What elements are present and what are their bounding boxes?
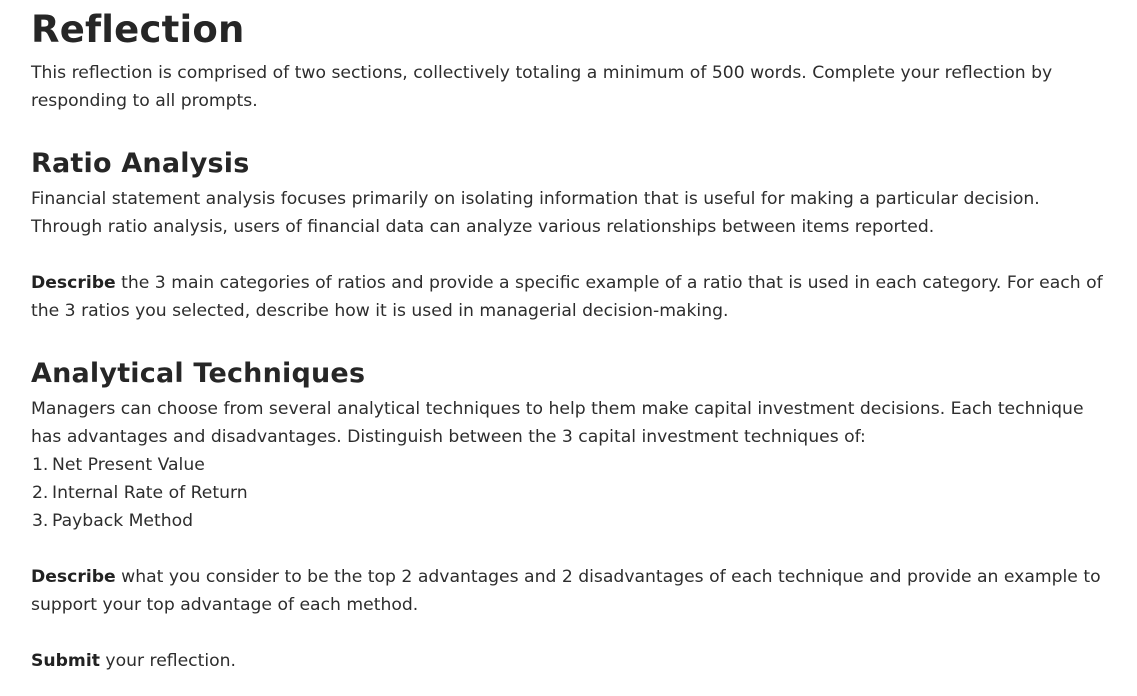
list-item-text: Net Present Value [52, 455, 205, 475]
list-item-number: 2. [32, 483, 49, 503]
list-item-number: 1. [32, 455, 49, 475]
section-heading-analytical-techniques: Analytical Techniques [31, 358, 366, 389]
ratio-analysis-prompt [31, 269, 1106, 325]
submit-text: your reflection. [99, 651, 237, 671]
submit-bold: Submit [31, 651, 100, 671]
ratio-analysis-paragraph: Financial statement analysis focuses primarily on isolating information that is useful for making a particular decision. Through ratio analysis, users of financial data can analyze various relationships between items reported. [31, 189, 1040, 237]
prompt-text: what you consider to be the top 2 advantages and 2 disadvantages of each technique and provide an example to support your top advantage of each method. [31, 567, 1101, 615]
list-item [0, 507, 1106, 535]
page-title: Reflection [31, 8, 245, 51]
prompt-bold-describe: Describe [31, 273, 116, 293]
list-item-number: 3. [32, 511, 49, 531]
prompt-bold-describe: Describe [31, 567, 116, 587]
submit-instruction [31, 647, 1106, 675]
analytical-techniques-prompt [31, 563, 1106, 619]
list-item [0, 479, 1106, 507]
capital-investment-techniques-list [0, 451, 1106, 535]
analytical-techniques-paragraph: Managers can choose from several analytical techniques to help them make capital investment decisions. Each technique has advantages and disadvantages. Distinguish between the 3 capital investment techniques of: [31, 399, 1084, 447]
list-item [0, 451, 1106, 479]
list-item-text: Internal Rate of Return [52, 483, 248, 503]
prompt-text: the 3 main categories of ratios and provide a specific example of a ratio that is used in each category. For each of the 3 ratios you selected, describe how it is used in managerial decision-making. [31, 273, 1103, 321]
intro-paragraph: This reflection is comprised of two sections, collectively totaling a minimum of 500 words. Complete your reflection by responding to all prompts. [31, 63, 1053, 111]
list-item-text: Payback Method [52, 511, 194, 531]
section-heading-ratio-analysis: Ratio Analysis [31, 148, 250, 179]
